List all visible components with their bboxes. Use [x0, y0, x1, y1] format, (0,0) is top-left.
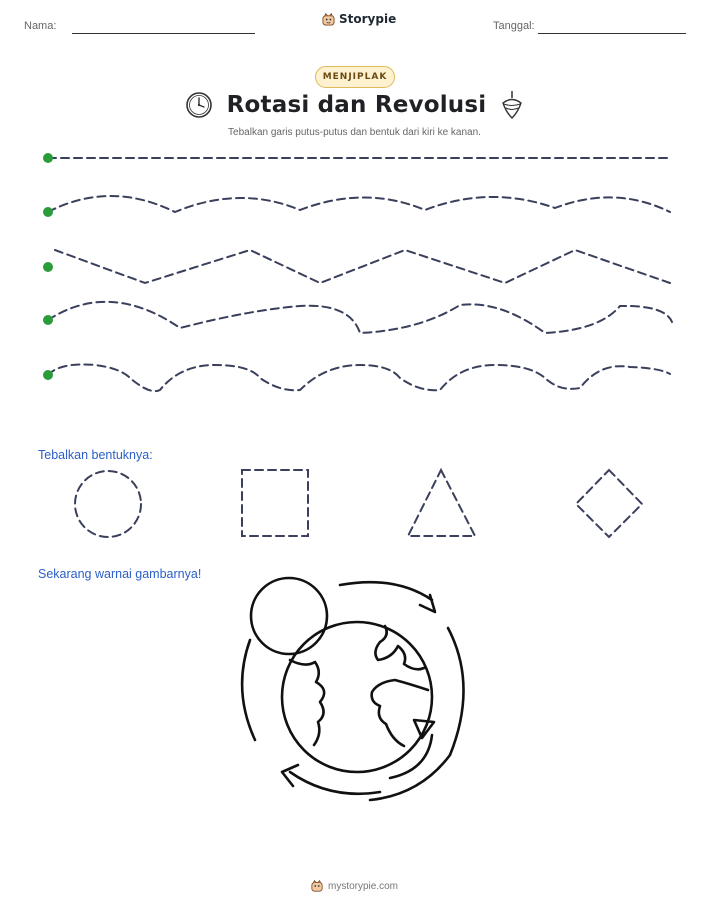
- shapes-label: Tebalkan bentuknya:: [38, 448, 153, 462]
- activity-badge: MENJIPLAK: [315, 66, 395, 88]
- name-label: Nama:: [24, 20, 57, 32]
- storypie-mascot-icon: [311, 880, 323, 892]
- orbit-arc-top: [340, 582, 432, 600]
- footer: [0, 880, 709, 892]
- start-dot: [43, 207, 53, 217]
- coloring-label: Sekarang warnai gambarnya!: [38, 567, 202, 581]
- instruction-text: Tebalkan garis putus-putus dan bentuk dari kiri ke kanan.: [228, 127, 481, 138]
- tracing-line-zigzag[interactable]: [55, 250, 670, 283]
- start-dot: [43, 315, 53, 325]
- tracing-line-big-wave[interactable]: [48, 302, 672, 333]
- tracing-line-gentle-wave[interactable]: [48, 196, 670, 212]
- tracing-shapes: [0, 460, 709, 550]
- start-dot: [43, 262, 53, 272]
- continent-left: [290, 660, 324, 745]
- start-dot: [43, 153, 53, 163]
- earth-rotation-image[interactable]: [0, 570, 709, 810]
- moon-circle: [251, 578, 327, 654]
- orbit-arc-left: [242, 640, 255, 740]
- continent-top-right: [375, 626, 424, 669]
- shape-circle[interactable]: [75, 471, 141, 537]
- shape-triangle[interactable]: [408, 470, 475, 536]
- orbit-arc-bottom: [290, 772, 380, 794]
- page-title: Rotasi dan Revolusi: [226, 92, 487, 118]
- tracing-lines: [0, 0, 709, 420]
- shape-square[interactable]: [242, 470, 308, 536]
- earth-circle: [282, 622, 432, 772]
- date-label: Tanggal:: [493, 20, 535, 32]
- start-dot: [43, 370, 53, 380]
- tracing-line-bumpy-wave[interactable]: [48, 364, 670, 391]
- footer-url[interactable]: mystorypie.com: [327, 880, 398, 892]
- shape-diamond[interactable]: [576, 470, 642, 537]
- brand-name: Storypie: [339, 12, 397, 26]
